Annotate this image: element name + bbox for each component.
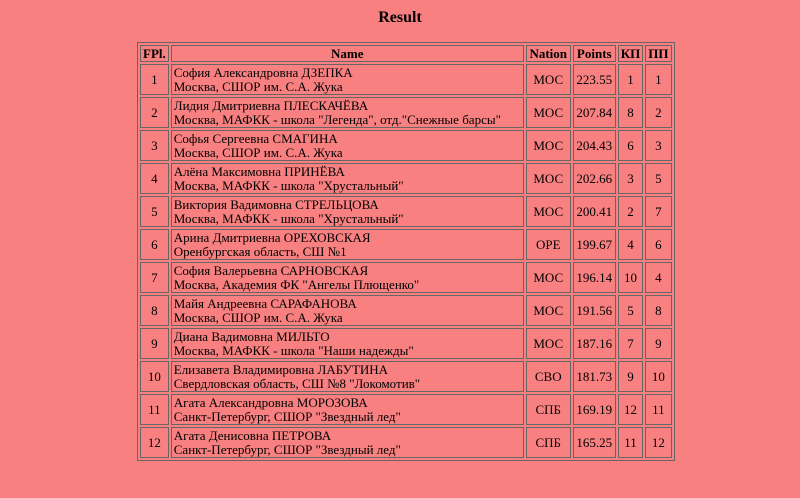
table-row: [140, 196, 672, 227]
cell-kp: 3: [618, 163, 644, 194]
table-row: [140, 427, 672, 458]
cell-pp: 5: [645, 163, 671, 194]
cell-fpl: 1: [140, 64, 169, 95]
cell-name: [171, 229, 524, 260]
cell-fpl: 2: [140, 97, 169, 128]
cell-nation: МОС: [526, 196, 571, 227]
cell-fpl: 10: [140, 361, 169, 392]
cell-fpl: 8: [140, 295, 169, 326]
cell-kp: 8: [618, 97, 644, 128]
col-name-header: Name: [171, 45, 524, 62]
skater-club: Москва, МАФКК - школа "Хрустальный": [173, 177, 404, 193]
cell-name: [171, 361, 524, 392]
cell-kp: 2: [618, 196, 644, 227]
header-row: [140, 45, 672, 62]
cell-name: [171, 163, 524, 194]
skater-name: Агата Денисовна ПЕТРОВА: [173, 427, 332, 443]
cell-pp: 3: [645, 130, 671, 161]
cell-points: 187.16: [573, 328, 616, 359]
cell-points: 204.43: [573, 130, 616, 161]
skater-name: Алёна Максимовна ПРИНЁВА: [173, 163, 345, 179]
cell-name: [171, 394, 524, 425]
skater-club: Москва, МАФКК - школа "Наши надежды": [173, 342, 414, 358]
table-row: [140, 295, 672, 326]
col-pp-header: ПП: [645, 45, 671, 62]
skater-name: Диана Вадимовна МИЛЬТО: [173, 328, 330, 344]
cell-kp: 10: [618, 262, 644, 293]
skater-club: Москва, МАФКК - школа "Легенда", отд."Снежные барсы": [173, 111, 501, 127]
cell-name: [171, 196, 524, 227]
cell-fpl: 5: [140, 196, 169, 227]
cell-points: 169.19: [573, 394, 616, 425]
cell-points: 202.66: [573, 163, 616, 194]
cell-pp: 2: [645, 97, 671, 128]
cell-kp: 6: [618, 130, 644, 161]
table-row: [140, 328, 672, 359]
cell-fpl: 4: [140, 163, 169, 194]
cell-fpl: 12: [140, 427, 169, 458]
skater-name: Майя Андреевна САРАФАНОВА: [173, 295, 357, 311]
cell-points: 196.14: [573, 262, 616, 293]
cell-fpl: 7: [140, 262, 169, 293]
cell-points: 199.67: [573, 229, 616, 260]
cell-points: 181.73: [573, 361, 616, 392]
skater-club: Москва, МАФКК - школа "Хрустальный": [173, 210, 404, 226]
cell-pp: 9: [645, 328, 671, 359]
cell-fpl: 3: [140, 130, 169, 161]
skater-club: Москва, СШОР им. С.А. Жука: [173, 78, 343, 94]
cell-nation: МОС: [526, 64, 571, 95]
table-row: [140, 97, 672, 128]
col-kp-header: КП: [618, 45, 644, 62]
col-points-header: Points: [573, 45, 616, 62]
cell-fpl: 9: [140, 328, 169, 359]
cell-pp: 7: [645, 196, 671, 227]
cell-kp: 12: [618, 394, 644, 425]
cell-points: 200.41: [573, 196, 616, 227]
skater-club: Оренбургская область, СШ №1: [173, 243, 347, 259]
cell-pp: 10: [645, 361, 671, 392]
cell-kp: 5: [618, 295, 644, 326]
cell-pp: 11: [645, 394, 671, 425]
cell-nation: СВО: [526, 361, 571, 392]
cell-kp: 11: [618, 427, 644, 458]
table-row: [140, 262, 672, 293]
cell-kp: 9: [618, 361, 644, 392]
skater-name: София Валерьевна САРНОВСКАЯ: [173, 262, 369, 278]
table-row: [140, 64, 672, 95]
cell-nation: СПБ: [526, 427, 571, 458]
table-row: [140, 229, 672, 260]
cell-nation: МОС: [526, 328, 571, 359]
cell-kp: 7: [618, 328, 644, 359]
cell-fpl: 6: [140, 229, 169, 260]
cell-nation: СПБ: [526, 394, 571, 425]
skater-name: Софья Сергеевна СМАГИНА: [173, 130, 338, 146]
table-row: [140, 361, 672, 392]
skater-club: Москва, СШОР им. С.А. Жука: [173, 309, 343, 325]
results-table: [137, 42, 675, 461]
skater-name: Виктория Вадимовна СТРЕЛЬЦОВА: [173, 196, 379, 212]
cell-name: [171, 97, 524, 128]
cell-pp: 1: [645, 64, 671, 95]
cell-nation: МОС: [526, 262, 571, 293]
cell-name: [171, 328, 524, 359]
cell-name: [171, 295, 524, 326]
cell-name: [171, 427, 524, 458]
cell-nation: МОС: [526, 295, 571, 326]
col-nation-header: Nation: [526, 45, 571, 62]
skater-club: Санкт-Петербург, СШОР "Звездный лед": [173, 441, 401, 457]
cell-pp: 8: [645, 295, 671, 326]
skater-name: Елизавета Владимировна ЛАБУТИНА: [173, 361, 389, 377]
cell-pp: 4: [645, 262, 671, 293]
table-row: [140, 163, 672, 194]
skater-club: Москва, СШОР им. С.А. Жука: [173, 144, 343, 160]
table-row: [140, 130, 672, 161]
skater-club: Москва, Академия ФК "Ангелы Плющенко": [173, 276, 420, 292]
skater-name: Арина Дмитриевна ОРЕХОВСКАЯ: [173, 229, 371, 245]
skater-club: Свердловская область, СШ №8 "Локомотив": [173, 375, 421, 391]
cell-name: [171, 64, 524, 95]
cell-name: [171, 130, 524, 161]
page-title: Result: [378, 9, 422, 26]
cell-nation: МОС: [526, 163, 571, 194]
col-fpl-header: FPl.: [140, 45, 169, 62]
cell-fpl: 11: [140, 394, 169, 425]
cell-kp: 1: [618, 64, 644, 95]
cell-nation: ОРЕ: [526, 229, 571, 260]
cell-nation: МОС: [526, 97, 571, 128]
table-row: [140, 394, 672, 425]
skater-name: Агата Александровна МОРОЗОВА: [173, 394, 368, 410]
skater-name: Лидия Дмитриевна ПЛЕСКАЧЁВА: [173, 97, 369, 113]
cell-pp: 6: [645, 229, 671, 260]
cell-points: 223.55: [573, 64, 616, 95]
cell-nation: МОС: [526, 130, 571, 161]
skater-name: София Александровна ДЗЕПКА: [173, 64, 353, 80]
cell-name: [171, 262, 524, 293]
results-body: [140, 64, 672, 458]
cell-pp: 12: [645, 427, 671, 458]
cell-points: 191.56: [573, 295, 616, 326]
cell-points: 165.25: [573, 427, 616, 458]
skater-club: Санкт-Петербург, СШОР "Звездный лед": [173, 408, 401, 424]
cell-points: 207.84: [573, 97, 616, 128]
cell-kp: 4: [618, 229, 644, 260]
